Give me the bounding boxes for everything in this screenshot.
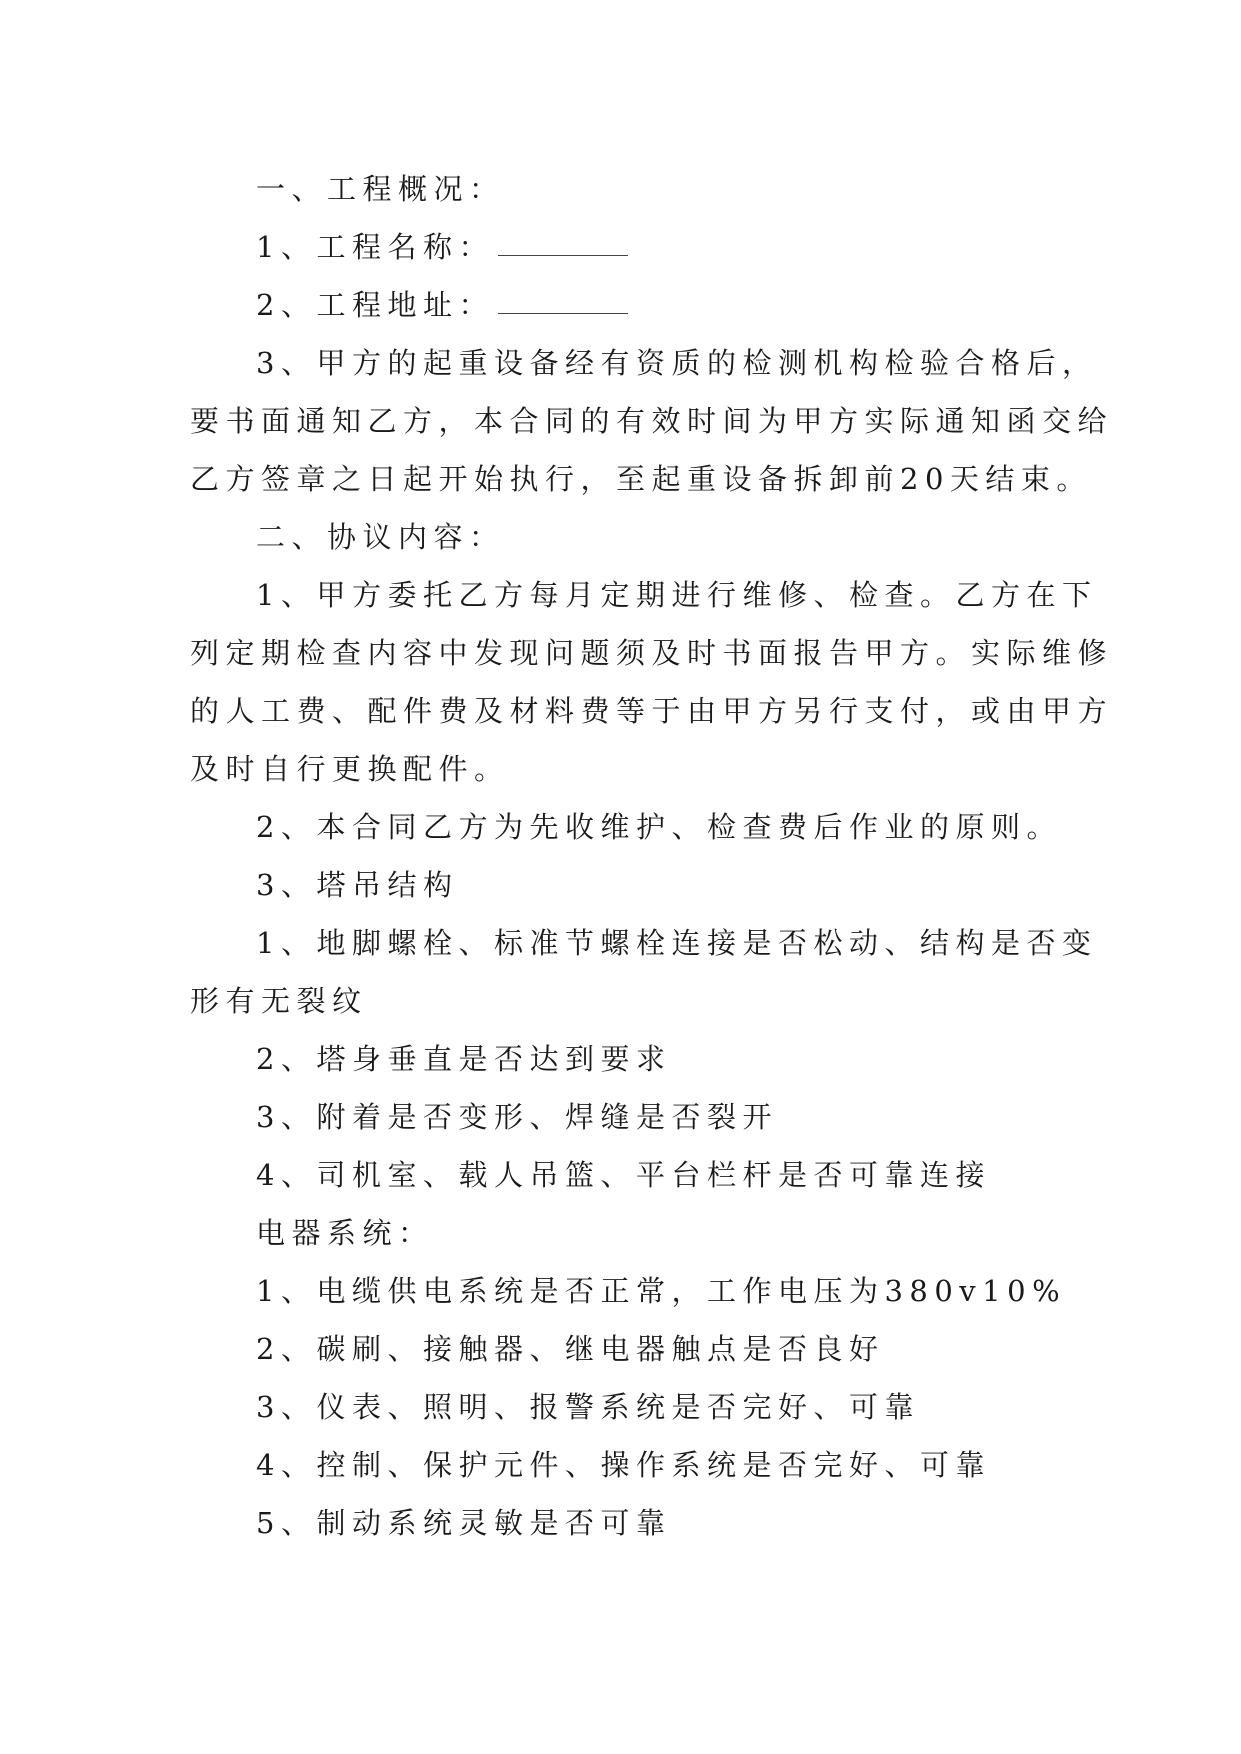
document-body — [190, 160, 1114, 1552]
subsection-heading-tower: 3、塔吊结构 — [256, 868, 459, 902]
list-item-continuation: 形有无裂纹 — [190, 984, 368, 1018]
list-item: 1、电缆供电系统是否正常，工作电压为380v10% — [256, 1274, 1067, 1308]
list-item: 4、控制、保护元件、操作系统是否完好、可靠 — [256, 1448, 991, 1482]
paragraph-line: 及时自行更换配件。 — [190, 752, 510, 786]
list-item: 3、附着是否变形、焊缝是否裂开 — [256, 1100, 778, 1134]
paragraph-line: 3、甲方的起重设备经有资质的检测机构检验合格后， — [256, 346, 1098, 380]
list-item: 5、制动系统灵敏是否可靠 — [256, 1506, 672, 1540]
project-address-label: 2、工程地址： — [256, 288, 494, 322]
paragraph-line: 的人工费、配件费及材料费等于由甲方另行支付，或由甲方 — [190, 694, 1114, 728]
paragraph-line: 乙方签章之日起开始执行，至起重设备拆卸前20天结束。 — [190, 462, 1092, 496]
project-name-line — [190, 218, 1052, 276]
subsection-heading-electrical: 电器系统： — [256, 1216, 434, 1250]
section-heading-overview: 一、工程概况： — [256, 172, 505, 206]
project-address-blank — [498, 312, 628, 314]
list-item: 2、碳刷、接触器、继电器触点是否良好 — [256, 1332, 885, 1366]
project-name-blank — [498, 254, 628, 256]
project-address-line — [190, 276, 1052, 334]
list-item: 4、司机室、载人吊篮、平台栏杆是否可靠连接 — [256, 1158, 991, 1192]
project-name-label: 1、工程名称： — [256, 230, 494, 264]
list-item: 2、塔身垂直是否达到要求 — [256, 1042, 672, 1076]
section-heading-agreement: 二、协议内容： — [256, 520, 505, 554]
list-item: 1、地脚螺栓、标准节螺栓连接是否松动、结构是否变 — [256, 926, 1098, 960]
list-item: 3、仪表、照明、报警系统是否完好、可靠 — [256, 1390, 920, 1424]
paragraph-line: 1、甲方委托乙方每月定期进行维修、检查。乙方在下 — [256, 578, 1098, 612]
paragraph-line: 要书面通知乙方，本合同的有效时间为甲方实际通知函交给 — [190, 404, 1114, 438]
paragraph-line: 2、本合同乙方为先收维护、检查费后作业的原则。 — [256, 810, 1062, 844]
paragraph-line: 列定期检查内容中发现问题须及时书面报告甲方。实际维修 — [190, 636, 1114, 670]
